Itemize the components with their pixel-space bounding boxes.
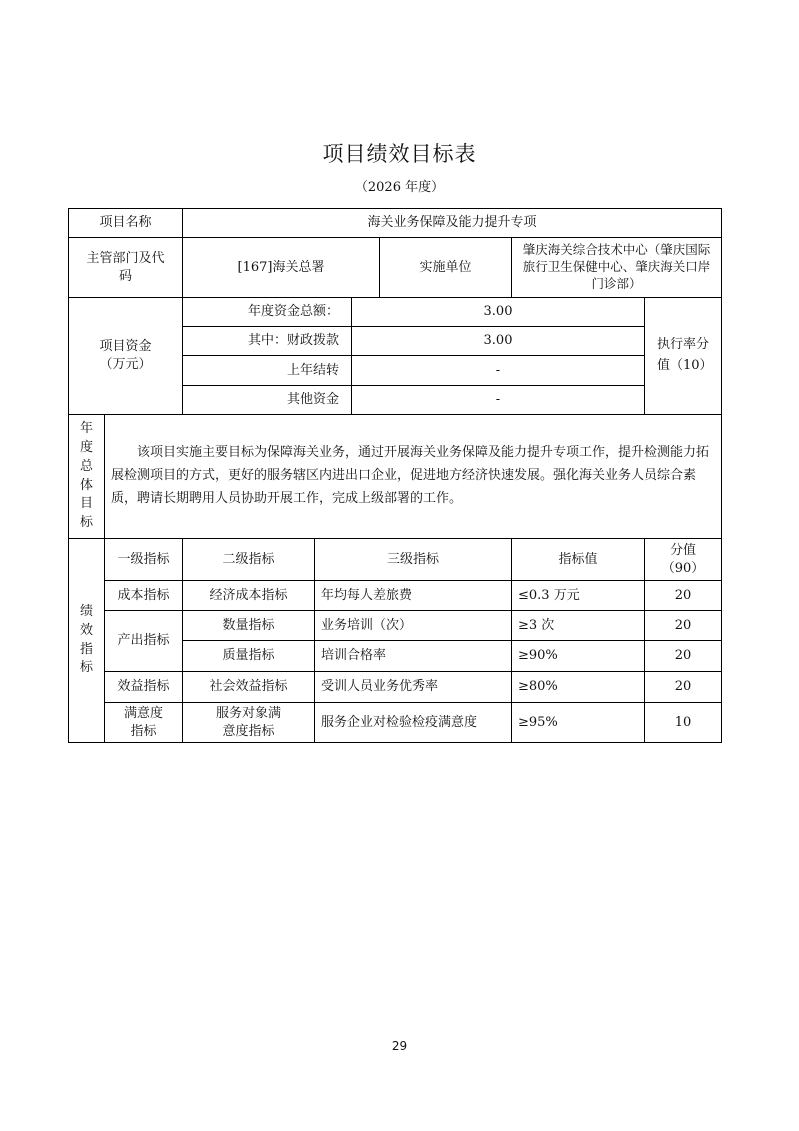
row-score: 20: [644, 640, 722, 672]
header-value: 指标值: [511, 538, 645, 581]
funds-total-value: 3.00: [351, 297, 645, 327]
funds-other-label: 其他资金: [182, 385, 352, 415]
row-score: 20: [644, 610, 722, 641]
row-level3: 培训合格率: [314, 640, 512, 672]
header-level1: 一级指标: [104, 538, 183, 581]
row-level2: 经济成本指标: [182, 580, 315, 611]
page-subtitle: （2026 年度）: [354, 180, 445, 195]
row-level2: 数量指标: [182, 610, 315, 641]
exec-rate-label: 执行率分值（10）: [644, 297, 722, 415]
page-number: 29: [391, 1039, 408, 1053]
dept-value: [167]海关总署: [182, 237, 380, 298]
dept-label: 主管部门及代码: [68, 237, 183, 298]
goal-text: 该项目实施主要目标为保障海关业务，通过开展海关业务保障及能力提升专项工作，提升检测能力拓展检测项目的方式，更好的服务辖区内进出口企业，促进地方经济快速发展。强化海关业务人员综合素质，聘请长期聘用人员协助开展工作，完成上级部署的工作。: [104, 414, 722, 539]
row-score: 20: [644, 580, 722, 611]
header-level2: 二级指标: [182, 538, 315, 581]
unit-value: 肇庆海关综合技术中心（肇庆国际旅行卫生保健中心、肇庆海关口岸门诊部）: [511, 237, 722, 298]
funds-other-value: -: [351, 385, 645, 415]
row-level3: 受训人员业务优秀率: [314, 671, 512, 703]
row-level1: 成本指标: [104, 580, 183, 611]
funds-label: 项目资金（万元）: [68, 297, 183, 415]
row-score: 10: [644, 702, 722, 743]
row-level3: 服务企业对检验检疫满意度: [314, 702, 512, 743]
row-level1: 满意度指标: [104, 702, 183, 743]
row-level3: 年均每人差旅费: [314, 580, 512, 611]
row-level2: 服务对象满意度指标: [182, 702, 315, 743]
row-level3: 业务培训（次）: [314, 610, 512, 641]
funds-fiscal-value: 3.00: [351, 326, 645, 356]
row-level2: 质量指标: [182, 640, 315, 672]
funds-total-label: 年度资金总额：: [182, 297, 352, 327]
funds-fiscal-label: 其中：财政拨款: [182, 326, 352, 356]
funds-carryover-value: -: [351, 355, 645, 386]
header-level3: 三级指标: [314, 538, 512, 581]
row-value: ≥80%: [511, 671, 645, 703]
project-name-label: 项目名称: [68, 208, 183, 238]
funds-carryover-label: 上年结转: [182, 355, 352, 386]
page-title: 项目绩效目标表: [322, 142, 477, 166]
row-level1: 产出指标: [104, 610, 183, 672]
row-value: ≥95%: [511, 702, 645, 743]
row-level2: 社会效益指标: [182, 671, 315, 703]
row-value: ≥3 次: [511, 610, 645, 641]
header-score: 分值（90）: [644, 538, 722, 581]
project-name-value: 海关业务保障及能力提升专项: [182, 208, 722, 238]
goal-label: 年度总体目标: [68, 414, 105, 539]
row-level1: 效益指标: [104, 671, 183, 703]
row-value: ≥90%: [511, 640, 645, 672]
unit-label: 实施单位: [379, 237, 512, 298]
perf-label: 绩效指标: [68, 538, 105, 743]
row-value: ≤0.3 万元: [511, 580, 645, 611]
row-score: 20: [644, 671, 722, 703]
